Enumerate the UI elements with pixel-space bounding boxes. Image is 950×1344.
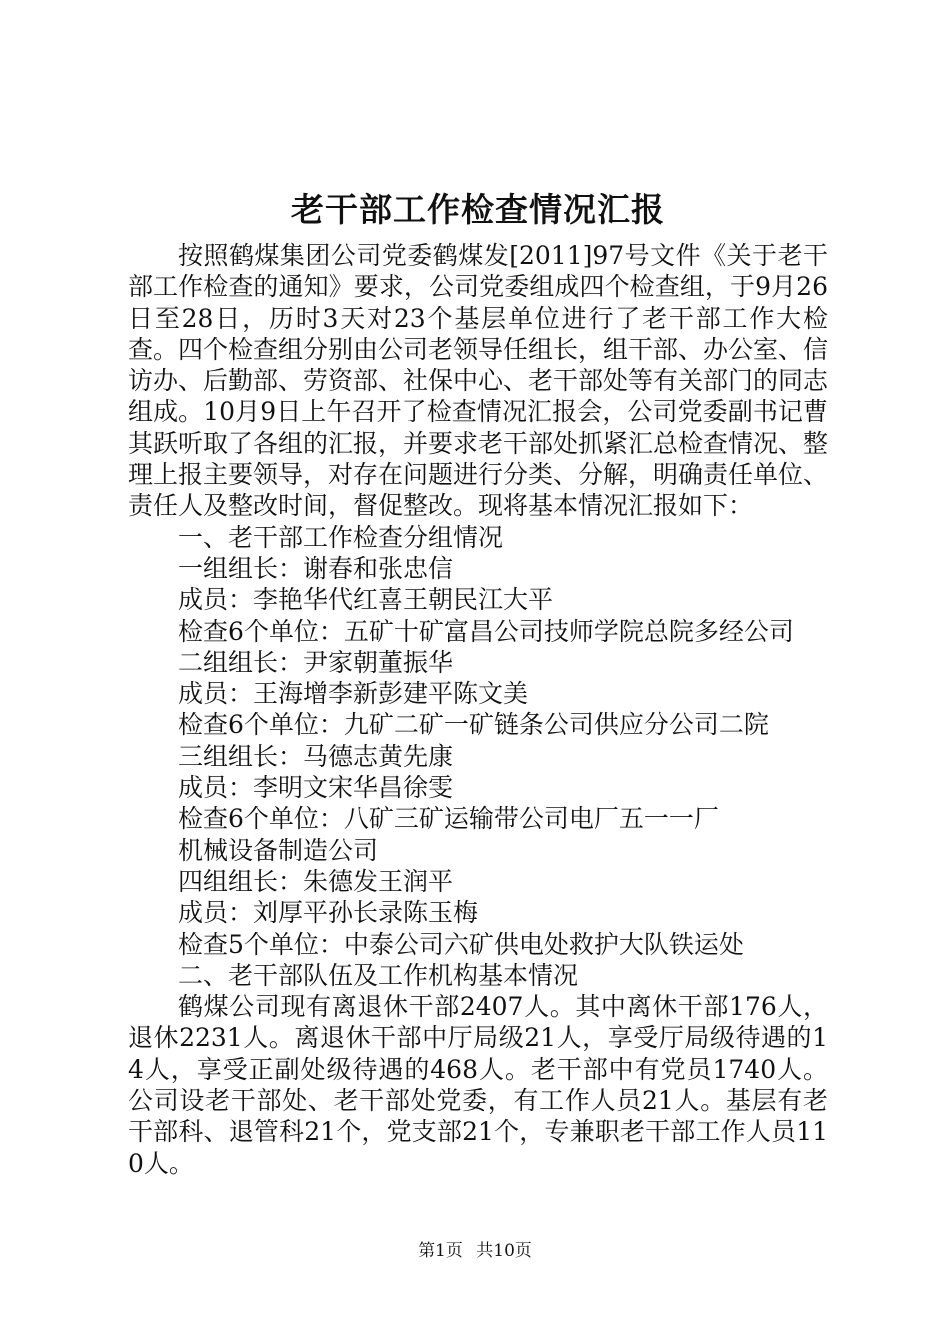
group1-members: 成员：李艳华代红喜王朝民江大平 bbox=[178, 585, 554, 615]
page-footer bbox=[0, 1240, 950, 1262]
group2-leader: 二组组长：尹家朝董振华 bbox=[178, 647, 454, 677]
section2-heading: 二、老干部队伍及工作机构基本情况 bbox=[178, 960, 579, 990]
group1-units: 检查6个单位：五矿十矿富昌公司技师学院总院多经公司 bbox=[178, 616, 794, 646]
group2-members: 成员：王海增李新彭建平陈文美 bbox=[178, 679, 529, 709]
group4-units: 检查5个单位：中泰公司六矿供电处救护大队铁运处 bbox=[178, 929, 744, 959]
group4-members: 成员：刘厚平孙长录陈玉梅 bbox=[178, 898, 479, 928]
group3-units: 检查6个单位：八矿三矿运输带公司电厂五一一厂 bbox=[178, 804, 719, 834]
document-page bbox=[128, 180, 828, 1179]
group3-members: 成员：李明文宋华昌徐雯 bbox=[178, 773, 454, 803]
intro-paragraph: 按照鹤煤集团公司党委鹤煤发[2011]97号文件《关于老干部工作检查的通知》要求，公司党委组成四个检查组，于9月26日至28日，历时3天对23个基层单位进行了老干部工作大检查。四个检查组分别由公司老领导任组长，组干部、办公室、信访办、后勤部、劳资部、社保中心、老干部处等有关部门的同志组成。10月9日上午召开了检查情况汇报会，公司党委副书记曹其跃听取了各组的汇报，并要求老干部处抓紧汇总检查情况、整理上报主要领导，对存在问题进行分类、分解，明确责任单位、责任人及整改时间，督促整改。现将基本情况汇报如下： bbox=[128, 241, 829, 521]
group1-leader: 一组组长：谢春和张忠信 bbox=[178, 553, 454, 583]
section2-paragraph: 鹤煤公司现有离退休干部2407人。其中离休干部176人，退休2231人。离退休干部中厅局级21人，享受厅局级待遇的14人，享受正副处级待遇的468人。老干部中有党员1740人。公司设老干部处、老干部处党委，有工作人员21人。基层有老干部科、退管科21个，党支部21个，专兼职老干部工作人员110人。 bbox=[128, 992, 828, 1178]
group2-units: 检查6个单位：九矿二矿一矿链条公司供应分公司二院 bbox=[178, 710, 769, 740]
page-number: 第1页 bbox=[418, 1241, 463, 1261]
group4-leader: 四组组长：朱德发王润平 bbox=[178, 866, 454, 896]
page-total: 共10页 bbox=[476, 1241, 532, 1261]
document-title: 老干部工作检查情况汇报 bbox=[291, 190, 665, 229]
section1-heading: 一、老干部工作检查分组情况 bbox=[178, 522, 504, 552]
group3-units-continued: 机械设备制造公司 bbox=[178, 835, 379, 865]
group3-leader: 三组组长：马德志黄先康 bbox=[178, 741, 454, 771]
